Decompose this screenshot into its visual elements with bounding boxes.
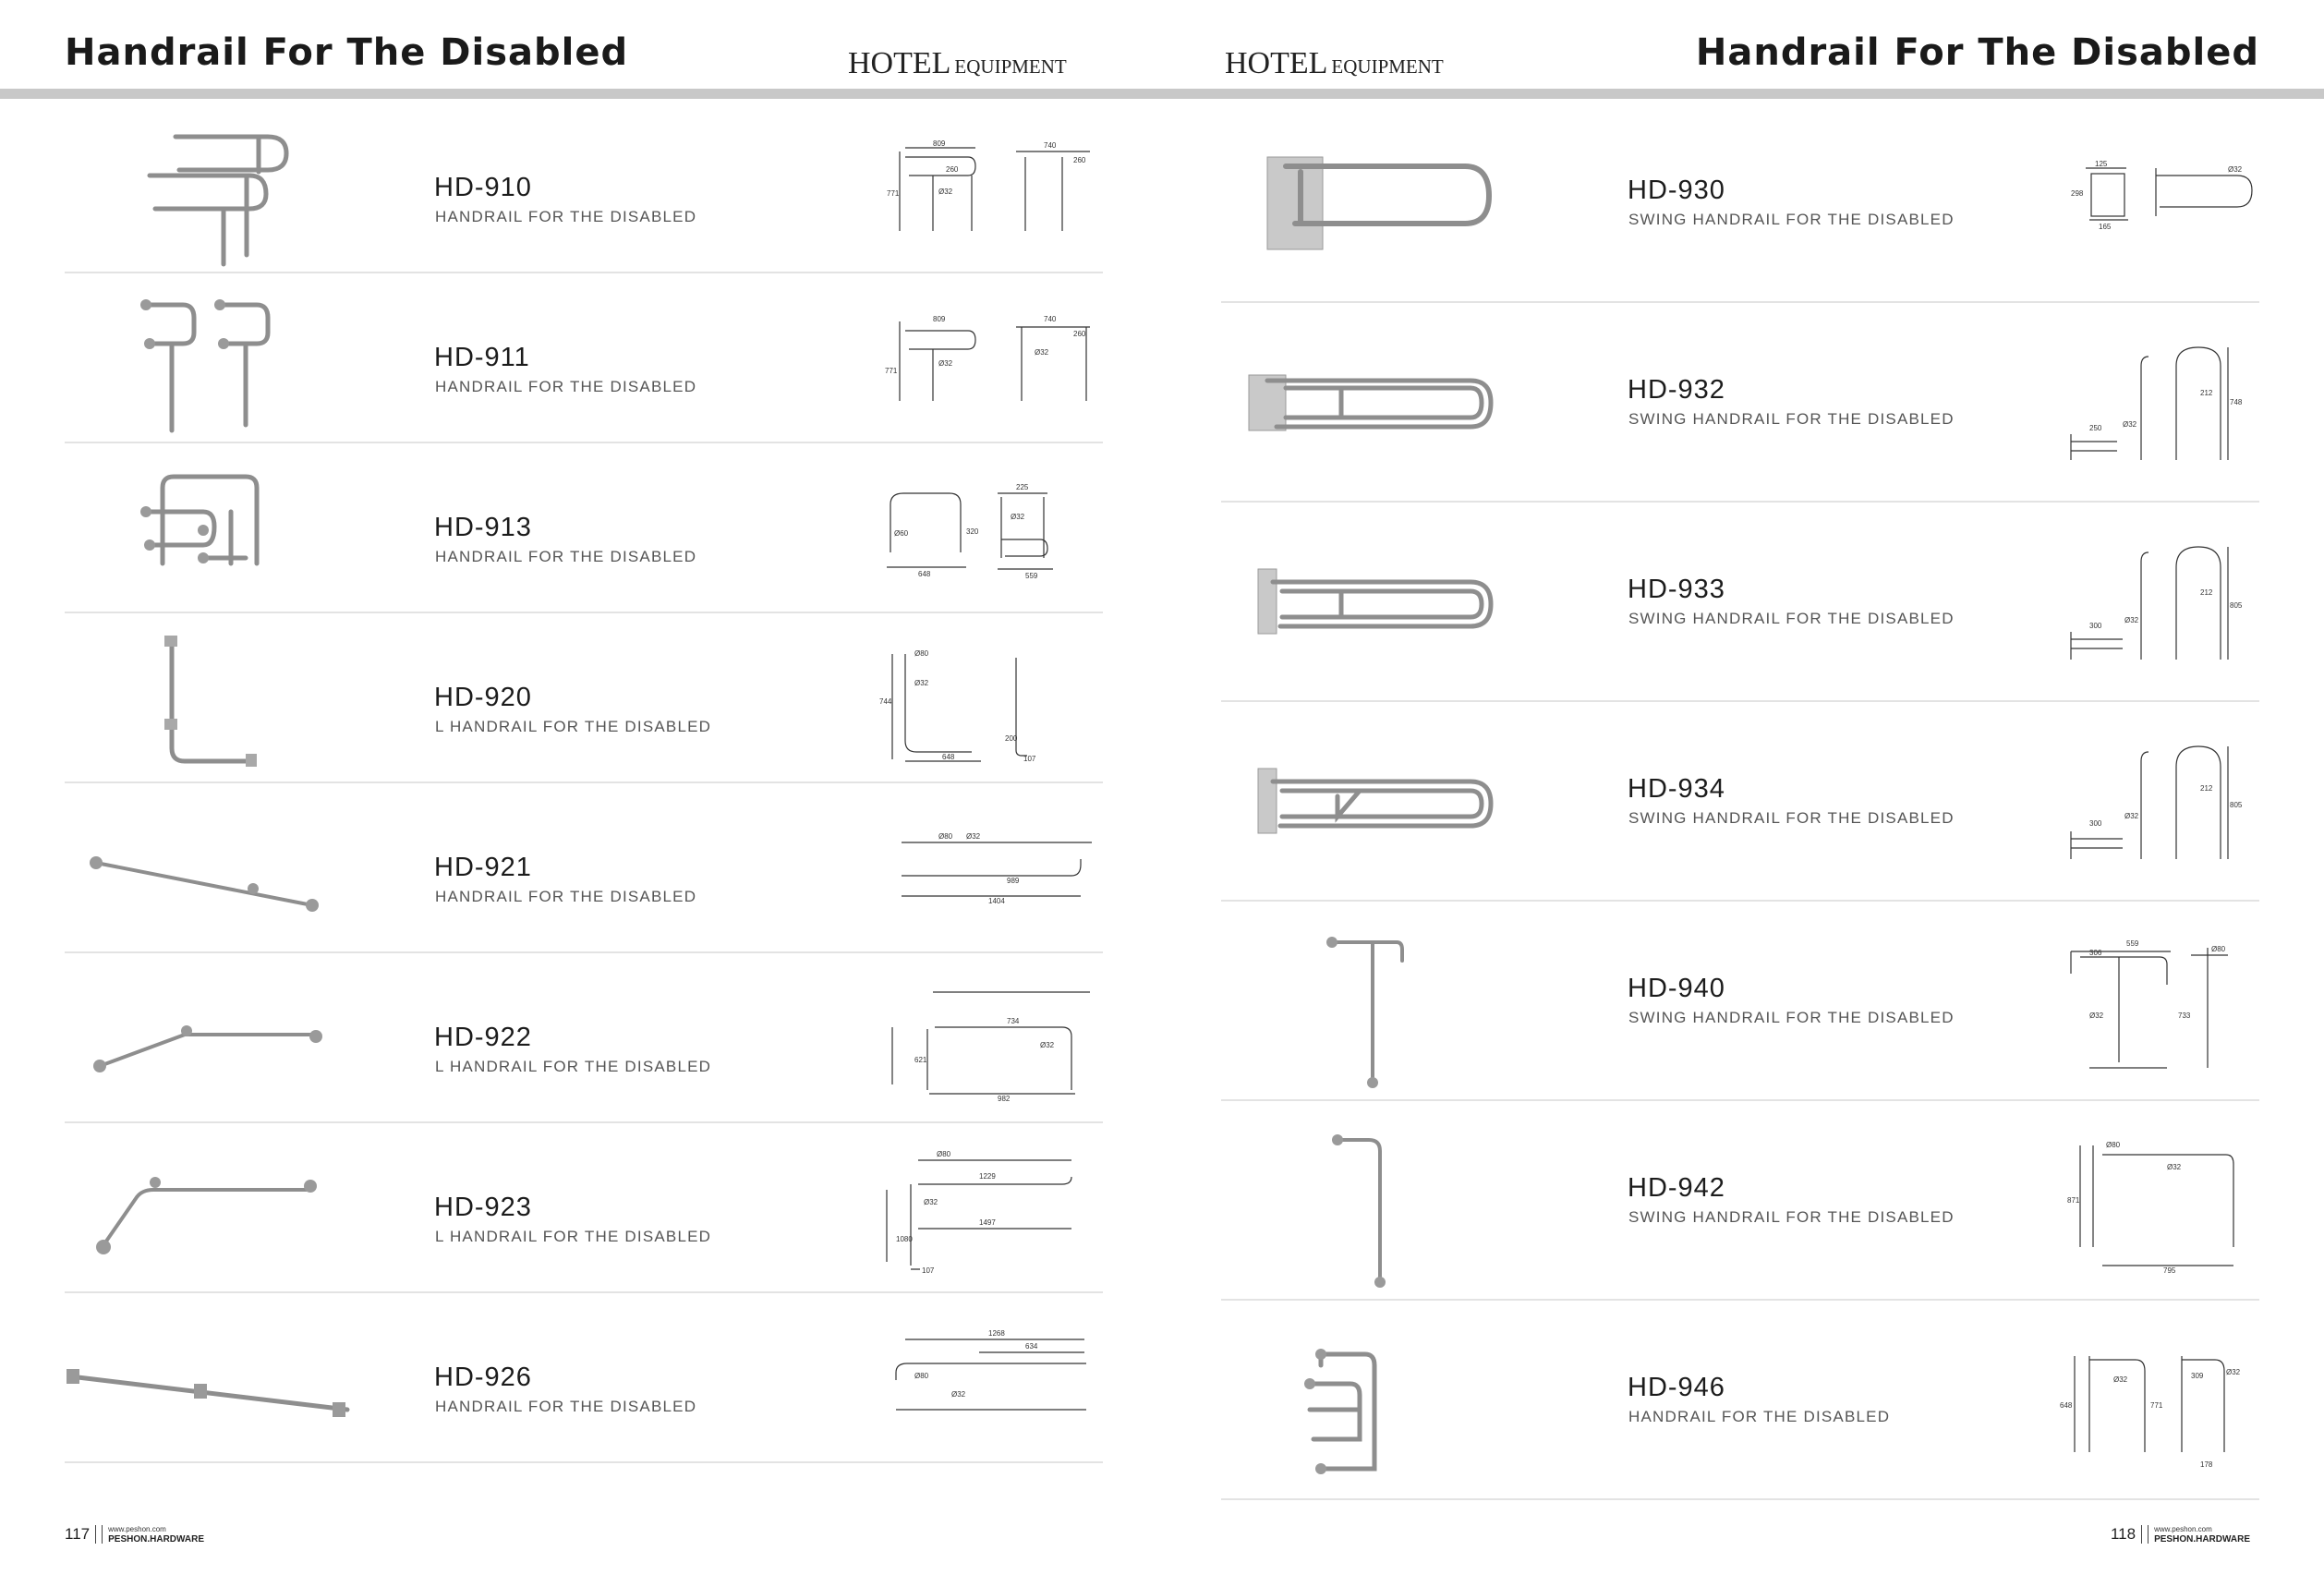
dimension-label: 634 [1025,1342,1038,1351]
product-code: HD-921 [434,853,532,882]
technical-drawing-hd-930 [2052,131,2265,279]
hotel-equipment-label-left [848,46,1067,81]
dimension-label: 795 [2163,1266,2176,1275]
hotel-equipment-label-right [1225,46,1444,81]
product-description: HANDRAIL FOR THE DISABLED [435,378,697,395]
dimension-label: Ø80 [914,1372,929,1380]
dimension-label: Ø32 [2167,1163,2182,1171]
dimension-label: Ø80 [2106,1141,2121,1149]
dimension-label: 260 [1073,156,1086,164]
product-description: HANDRAIL FOR THE DISABLED [435,548,697,565]
product-photo-hd-913 [65,456,351,600]
footer-divider [95,1525,103,1544]
dimension-label: Ø32 [938,188,953,196]
dimension-label: 250 [2089,424,2102,432]
product-description: L HANDRAIL FOR THE DISABLED [435,1228,712,1245]
dimension-label: 805 [2230,801,2243,809]
product-code: HD-920 [434,683,532,712]
dimension-label: 648 [942,753,955,761]
dimension-label: 805 [2230,601,2243,610]
technical-drawing-hd-933 [2052,530,2265,678]
dimension-label: Ø60 [894,529,909,538]
dimension-label: Ø32 [914,679,929,687]
hotel-word: HOTEL [1225,46,1328,80]
product-code: HD-932 [1628,375,1725,405]
dimension-label: 1268 [988,1329,1005,1338]
product-description: SWING HANDRAIL FOR THE DISABLED [1628,610,1955,627]
dimension-label: 107 [922,1266,935,1275]
dimension-label: 300 [2089,819,2102,828]
dimension-label: 771 [2150,1401,2163,1410]
footer-left [65,1524,204,1545]
product-code: HD-922 [434,1023,532,1052]
left-page-product-list [65,103,1103,1463]
equipment-word: EQUIPMENT [1331,55,1444,78]
product-row [1221,702,2259,902]
technical-drawing-hd-932 [2052,331,2265,479]
footer-brand: PESHON.HARDWARE [108,1534,205,1545]
dimension-label: 320 [966,527,979,536]
page-number: 117 [65,1525,91,1543]
technical-drawing-hd-913 [878,479,1099,593]
product-row [65,953,1103,1123]
dimension-label: Ø32 [2124,812,2139,820]
dimension-label: 1404 [988,897,1005,905]
technical-drawing-hd-910 [878,139,1099,253]
dimension-label: Ø80 [2211,945,2226,953]
dimension-label: 740 [1044,141,1057,150]
dimension-label: 212 [2200,389,2213,397]
footer-site [108,1524,204,1545]
product-row [65,1123,1103,1293]
dimension-label: Ø80 [914,649,929,658]
dimension-label: Ø32 [966,832,981,841]
technical-drawing-hd-926 [878,1328,1099,1443]
footer-divider [2141,1525,2148,1544]
product-row [65,1293,1103,1463]
product-photo-hd-942 [1221,1118,1507,1284]
dimension-label: 744 [879,697,892,706]
dimension-label: 771 [885,367,898,375]
product-description: HANDRAIL FOR THE DISABLED [1628,1408,1891,1425]
dimension-label: 178 [2200,1460,2213,1469]
dimension-label: Ø32 [2228,165,2243,174]
technical-drawing-hd-920 [878,648,1099,763]
product-photo-hd-933 [1221,519,1507,685]
product-code: HD-933 [1628,575,1725,604]
product-row [1221,1301,2259,1500]
product-row [65,783,1103,953]
dimension-label: 260 [946,165,959,174]
footer-right [2111,1524,2250,1545]
dimension-label: Ø32 [2124,616,2139,624]
product-description: L HANDRAIL FOR THE DISABLED [435,1058,712,1075]
dimension-label: Ø32 [951,1390,966,1399]
dimension-label: 225 [1016,483,1029,491]
page-title-left: Handrail For The Disabled [65,31,629,74]
dimension-label: Ø32 [1011,513,1025,521]
equipment-word: EQUIPMENT [954,55,1067,78]
page-title-right: Handrail For The Disabled [1695,31,2259,74]
page-number: 118 [2110,1525,2136,1543]
product-row [1221,303,2259,503]
technical-drawing-hd-934 [2052,730,2265,878]
header-divider-bar [0,89,2324,99]
product-description: HANDRAIL FOR THE DISABLED [435,888,697,905]
product-photo-hd-920 [65,626,351,770]
dimension-label: 309 [2191,1372,2204,1380]
dimension-label: 125 [2095,160,2108,168]
dimension-label: 982 [998,1095,1011,1103]
product-description: HANDRAIL FOR THE DISABLED [435,208,697,225]
product-code: HD-910 [434,173,532,202]
technical-drawing-hd-922 [878,988,1099,1103]
technical-drawing-hd-940 [2052,929,2265,1077]
technical-drawing-hd-942 [2052,1129,2265,1277]
product-description: SWING HANDRAIL FOR THE DISABLED [1628,809,1955,827]
product-description: SWING HANDRAIL FOR THE DISABLED [1628,1208,1955,1226]
dimension-label: 748 [2230,398,2243,406]
product-code: HD-930 [1628,176,1725,205]
dimension-label: 212 [2200,588,2213,597]
dimension-label: Ø32 [938,359,953,368]
footer-url: www.peshon.com [2154,1525,2212,1533]
dimension-label: 871 [2067,1196,2080,1205]
product-row [1221,1101,2259,1301]
product-photo-hd-911 [65,286,351,430]
product-row [1221,103,2259,303]
dimension-label: 212 [2200,784,2213,793]
technical-drawing-hd-911 [878,309,1099,423]
product-code: HD-934 [1628,774,1725,804]
product-photo-hd-923 [65,1136,351,1280]
dimension-label: 621 [914,1056,927,1064]
dimension-label: 1229 [979,1172,996,1181]
dimension-label: 648 [918,570,931,578]
product-photo-hd-926 [65,1306,351,1450]
product-description: SWING HANDRAIL FOR THE DISABLED [1628,410,1955,428]
dimension-label: 648 [2060,1401,2073,1410]
dimension-label: Ø32 [1035,348,1049,357]
dimension-label: 1080 [896,1235,913,1243]
product-code: HD-926 [434,1363,532,1392]
dimension-label: Ø32 [2123,420,2137,429]
dimension-label: Ø32 [2226,1368,2241,1376]
product-photo-hd-910 [65,116,351,260]
dimension-label: 809 [933,139,946,148]
product-description: L HANDRAIL FOR THE DISABLED [435,718,712,735]
dimension-label: Ø32 [1040,1041,1055,1049]
product-photo-hd-940 [1221,918,1507,1084]
dimension-label: 1497 [979,1218,996,1227]
dimension-label: 733 [2178,1012,2191,1020]
product-photo-hd-922 [65,966,351,1110]
product-description: SWING HANDRAIL FOR THE DISABLED [1628,211,1955,228]
technical-drawing-hd-921 [878,818,1099,933]
product-code: HD-923 [434,1193,532,1222]
dimension-label: 989 [1007,877,1020,885]
product-row [65,613,1103,783]
product-photo-hd-930 [1221,120,1507,286]
product-photo-hd-921 [65,796,351,940]
dimension-label: 559 [1025,572,1038,580]
product-code: HD-946 [1628,1373,1725,1402]
technical-drawing-hd-946 [2052,1328,2265,1476]
product-row [65,103,1103,273]
technical-drawing-hd-923 [878,1150,1099,1275]
dimension-label: 298 [2071,189,2084,198]
dimension-label: 559 [2126,939,2139,948]
dimension-label: 165 [2099,223,2112,231]
product-row [65,443,1103,613]
dimension-label: 771 [887,189,900,198]
footer-brand: PESHON.HARDWARE [2154,1534,2250,1545]
product-code: HD-940 [1628,974,1725,1003]
product-description: SWING HANDRAIL FOR THE DISABLED [1628,1009,1955,1026]
dimension-label: Ø32 [924,1198,938,1206]
dimension-label: 740 [1044,315,1057,323]
product-row [1221,503,2259,702]
product-photo-hd-934 [1221,719,1507,885]
dimension-label: 200 [1005,734,1018,743]
hotel-word: HOTEL [848,46,951,80]
dimension-label: Ø80 [937,1150,951,1158]
product-description: HANDRAIL FOR THE DISABLED [435,1398,697,1415]
dimension-label: 107 [1023,755,1036,763]
product-photo-hd-946 [1221,1317,1507,1484]
product-photo-hd-932 [1221,320,1507,486]
footer-site [2154,1524,2250,1545]
dimension-label: 306 [2089,949,2102,957]
dimension-label: 300 [2089,622,2102,630]
dimension-label: 260 [1073,330,1086,338]
product-code: HD-911 [434,343,530,372]
footer-url: www.peshon.com [108,1525,166,1533]
dimension-label: Ø80 [938,832,953,841]
product-row [1221,902,2259,1101]
dimension-label: Ø32 [2089,1012,2104,1020]
dimension-label: Ø32 [2113,1375,2128,1384]
product-row [65,273,1103,443]
product-code: HD-942 [1628,1173,1725,1203]
dimension-label: 734 [1007,1017,1020,1025]
product-code: HD-913 [434,513,532,542]
dimension-label: 809 [933,315,946,323]
right-page-product-list [1221,103,2259,1500]
